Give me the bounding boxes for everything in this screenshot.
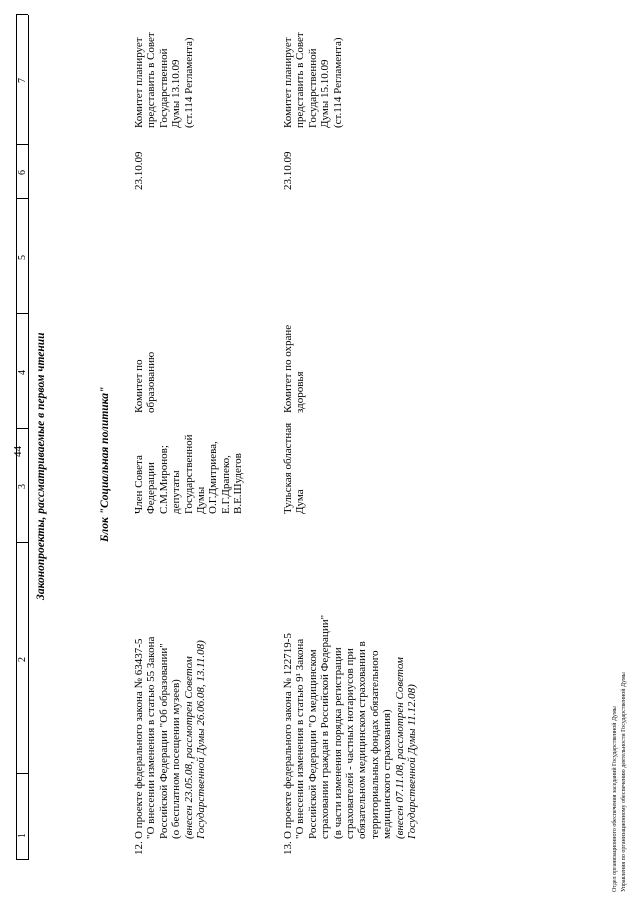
description-line: медицинского страхования) xyxy=(381,709,394,839)
header-divider xyxy=(16,542,28,543)
bill-description xyxy=(133,637,207,839)
header-divider xyxy=(16,859,28,860)
header-bottom-border xyxy=(28,15,29,860)
initiator-line: депутаты xyxy=(170,470,183,514)
bill-initiator xyxy=(282,423,307,514)
description-line: территориальных фондах обязательного xyxy=(368,650,381,839)
header-divider xyxy=(16,198,28,199)
initiator-line: Федерации xyxy=(145,462,158,514)
section-title: Законопроекты, рассматриваемые в первом чтении xyxy=(35,332,47,600)
row-number: 12. xyxy=(133,841,145,855)
column-number: 6 xyxy=(17,170,28,175)
description-line: Российской Федерации "Об образовании" xyxy=(157,643,170,839)
description-line: "О внесении изменения в статью 55 Закона xyxy=(145,636,158,839)
committee-line: Комитет по xyxy=(133,359,145,413)
column-number: 4 xyxy=(17,370,28,375)
initiator-line: Думы xyxy=(195,486,208,514)
responsible-committee xyxy=(133,352,158,413)
committee-line: образованию xyxy=(145,351,158,413)
plan-line: (ст.114 Регламента) xyxy=(331,37,344,128)
plan-line: (ст.114 Регламента) xyxy=(182,37,195,128)
description-line: страховании граждан в Российской Федерации" xyxy=(319,614,332,839)
description-note-line: (внесен 07.11.08, рассмотрен Советом xyxy=(393,657,406,839)
document-footer xyxy=(611,672,629,892)
column-number: 7 xyxy=(17,78,28,83)
block-title: Блок "Социальная политика" xyxy=(99,386,111,542)
header-divider xyxy=(16,773,28,774)
description-note-line: Государственной Думы 11.12.08) xyxy=(406,684,419,839)
plan-line: Думы 15.10.09 xyxy=(319,59,332,128)
committee-plan xyxy=(133,32,195,128)
initiator-line: Тульская областная xyxy=(282,422,294,514)
description-line: О проекте федерального закона № 63437-5 xyxy=(133,638,145,839)
page-number: 44 xyxy=(12,446,24,457)
description-line: "О внесении изменения в статью 9¹ Закона xyxy=(294,638,307,839)
column-number: 5 xyxy=(17,255,28,260)
initiator-line: С.М.Миронов; xyxy=(157,445,170,514)
responsible-committee xyxy=(282,325,307,413)
plan-line: Комитет планирует xyxy=(282,37,294,128)
initiator-line: Е.Г.Драпеко, xyxy=(219,455,232,514)
column-number: 3 xyxy=(17,484,28,489)
column-number: 1 xyxy=(17,833,28,838)
committee-line: Комитет по охране xyxy=(282,324,294,413)
bill-description xyxy=(282,615,418,839)
header-divider xyxy=(16,14,28,15)
committee-line: здоровья xyxy=(294,371,307,413)
initiator-line: Дума xyxy=(294,489,307,514)
column-number: 2 xyxy=(17,657,28,662)
header-divider xyxy=(16,313,28,314)
description-note-line: Государственной Думы 26.06.08, 13.11.08) xyxy=(195,640,208,839)
description-line: О проекте федерального закона № 122719-5 xyxy=(282,633,294,839)
deadline-date: 23.10.09 xyxy=(133,151,145,190)
plan-line: Государственной xyxy=(306,48,319,128)
initiator-line: Государственной xyxy=(182,434,195,514)
committee-plan xyxy=(282,32,344,128)
description-line: Российской Федерации "О медицинском xyxy=(306,649,319,839)
plan-line: представить в Совет xyxy=(294,32,307,128)
header-top-border xyxy=(16,15,17,860)
initiator-line: Член Совета xyxy=(133,455,145,514)
header-divider xyxy=(16,144,28,145)
footer-line: Управления по организационному обеспечению деятельности Государственной Думы xyxy=(621,672,627,892)
bill-initiator xyxy=(133,434,245,514)
description-line: страхователей - частных нотариусов при xyxy=(344,648,357,839)
plan-line: Комитет планирует xyxy=(133,37,145,128)
plan-line: Государственной xyxy=(157,48,170,128)
plan-line: Думы 13.10.09 xyxy=(170,59,183,128)
description-line: (о бесплатном посещении музеев) xyxy=(170,679,183,839)
initiator-line: О.Г.Дмитриева, xyxy=(207,441,220,514)
description-line: обязательном медицинском страховании в xyxy=(356,641,369,839)
footer-line: Отдел организационного обеспечения заседаний Государственной Думы xyxy=(612,706,618,892)
header-divider xyxy=(16,428,28,429)
deadline-date: 23.10.09 xyxy=(282,151,294,190)
initiator-line: В.Е.Шудегов xyxy=(232,453,245,514)
plan-line: представить в Совет xyxy=(145,32,158,128)
description-line: (в части изменения порядка регистрации xyxy=(331,647,344,839)
description-note-line: (внесен 23.05.08, рассмотрен Советом xyxy=(182,656,195,839)
row-number: 13. xyxy=(282,841,294,855)
